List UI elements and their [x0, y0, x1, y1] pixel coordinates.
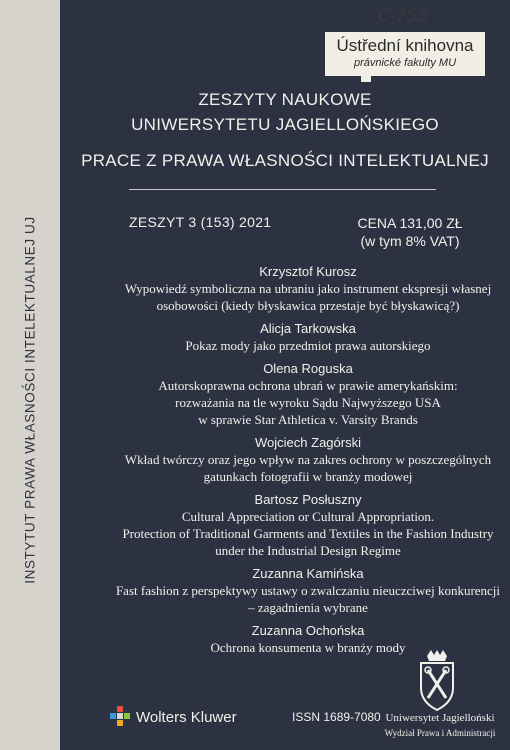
article-title-line: Wypowiedź symboliczna na ubraniu jako instrument ekspresji własnej	[124, 281, 492, 296]
article-title-line: Ochrona konsumenta w branży mody	[210, 640, 406, 655]
series-title: PRACE Z PRAWA WŁASNOŚCI INTELEKTUALNEJ	[81, 151, 489, 170]
university-name: Uniwersytet Jagielloński	[385, 712, 495, 724]
wolters-kluwer-logo-icon	[110, 706, 130, 726]
header-line1: ZESZYTY NAUKOWE	[198, 90, 372, 109]
article-title-line: w sprawie Star Athletica v. Varsity Brands	[198, 412, 418, 427]
uj-crest-icon	[418, 650, 456, 712]
article-author: Alicja Tarkowska	[260, 321, 356, 336]
article-entry	[104, 434, 510, 485]
article-title-line: Protection of Traditional Garments and Textiles in the Fashion Industry	[122, 526, 494, 541]
article-author: Bartosz Posłuszny	[254, 492, 362, 507]
article-author: Olena Roguska	[263, 361, 353, 376]
left-spine-strip	[0, 0, 60, 750]
header-line2: UNIWERSYTETU JAGIELLOŃSKIEGO	[131, 115, 439, 134]
header-divider	[129, 189, 436, 190]
article-author: Krzysztof Kurosz	[259, 264, 357, 279]
article-title-line: Pokaz mody jako przedmiot prawa autorskiego	[185, 338, 431, 353]
article-title-line: osobowości (kiedy błyskawica przestaje być błyskawicą?)	[156, 298, 460, 313]
publisher-name: Wolters Kluwer	[136, 709, 237, 726]
article-author: Zuzanna Ochońska	[251, 623, 365, 638]
handwritten-note: C-755	[378, 6, 429, 26]
article-title-line: Autorskoprawna ochrona ubrań w prawie amerykańskim:	[158, 378, 458, 393]
table-of-contents	[104, 263, 510, 662]
spine-institute-text: INSTYTUT PRAWA WŁASNOŚCI INTELEKTUALNEJ UJ	[22, 216, 38, 584]
issn-number: ISSN 1689-7080	[292, 710, 381, 724]
article-author: Zuzanna Kamińska	[252, 566, 364, 581]
article-author: Wojciech Zagórski	[255, 435, 361, 450]
issue-price	[335, 214, 485, 250]
article-entry	[104, 565, 510, 616]
price-label: CENA 131,00 ZŁ	[357, 215, 463, 231]
article-entry	[104, 360, 510, 428]
sticker-tab	[361, 76, 371, 82]
article-entry	[104, 263, 510, 314]
article-entry	[104, 320, 510, 354]
article-title-line: gatunkach fotografii w branży modowej	[203, 469, 413, 484]
article-entry	[104, 491, 510, 559]
article-title-line: under the Industrial Design Regime	[215, 543, 401, 558]
library-sticker-line1: Ústřední knihovna	[336, 36, 474, 55]
library-sticker-line2: právnické fakulty MU	[353, 57, 457, 69]
article-title-line: – zagadnienia wybrane	[248, 600, 368, 615]
vat-label: (w tym 8% VAT)	[360, 233, 460, 249]
issue-number: ZESZYT 3 (153) 2021	[129, 214, 272, 230]
university-department: Wydział Prawa i Administracji	[384, 728, 496, 738]
article-title-line: Cultural Appreciation or Cultural Appropriation.	[181, 509, 435, 524]
article-title-line: Fast fashion z perspektywy ustawy o zwalczaniu nieuczciwej konkurencji	[115, 583, 501, 598]
library-sticker	[325, 32, 485, 76]
article-title-line: rozważania na tle wyroku Sądu Najwyższego USA	[175, 395, 441, 410]
article-title-line: Wkład twórczy oraz jego wpływ na zakres ochrony w poszczególnych	[124, 452, 492, 467]
